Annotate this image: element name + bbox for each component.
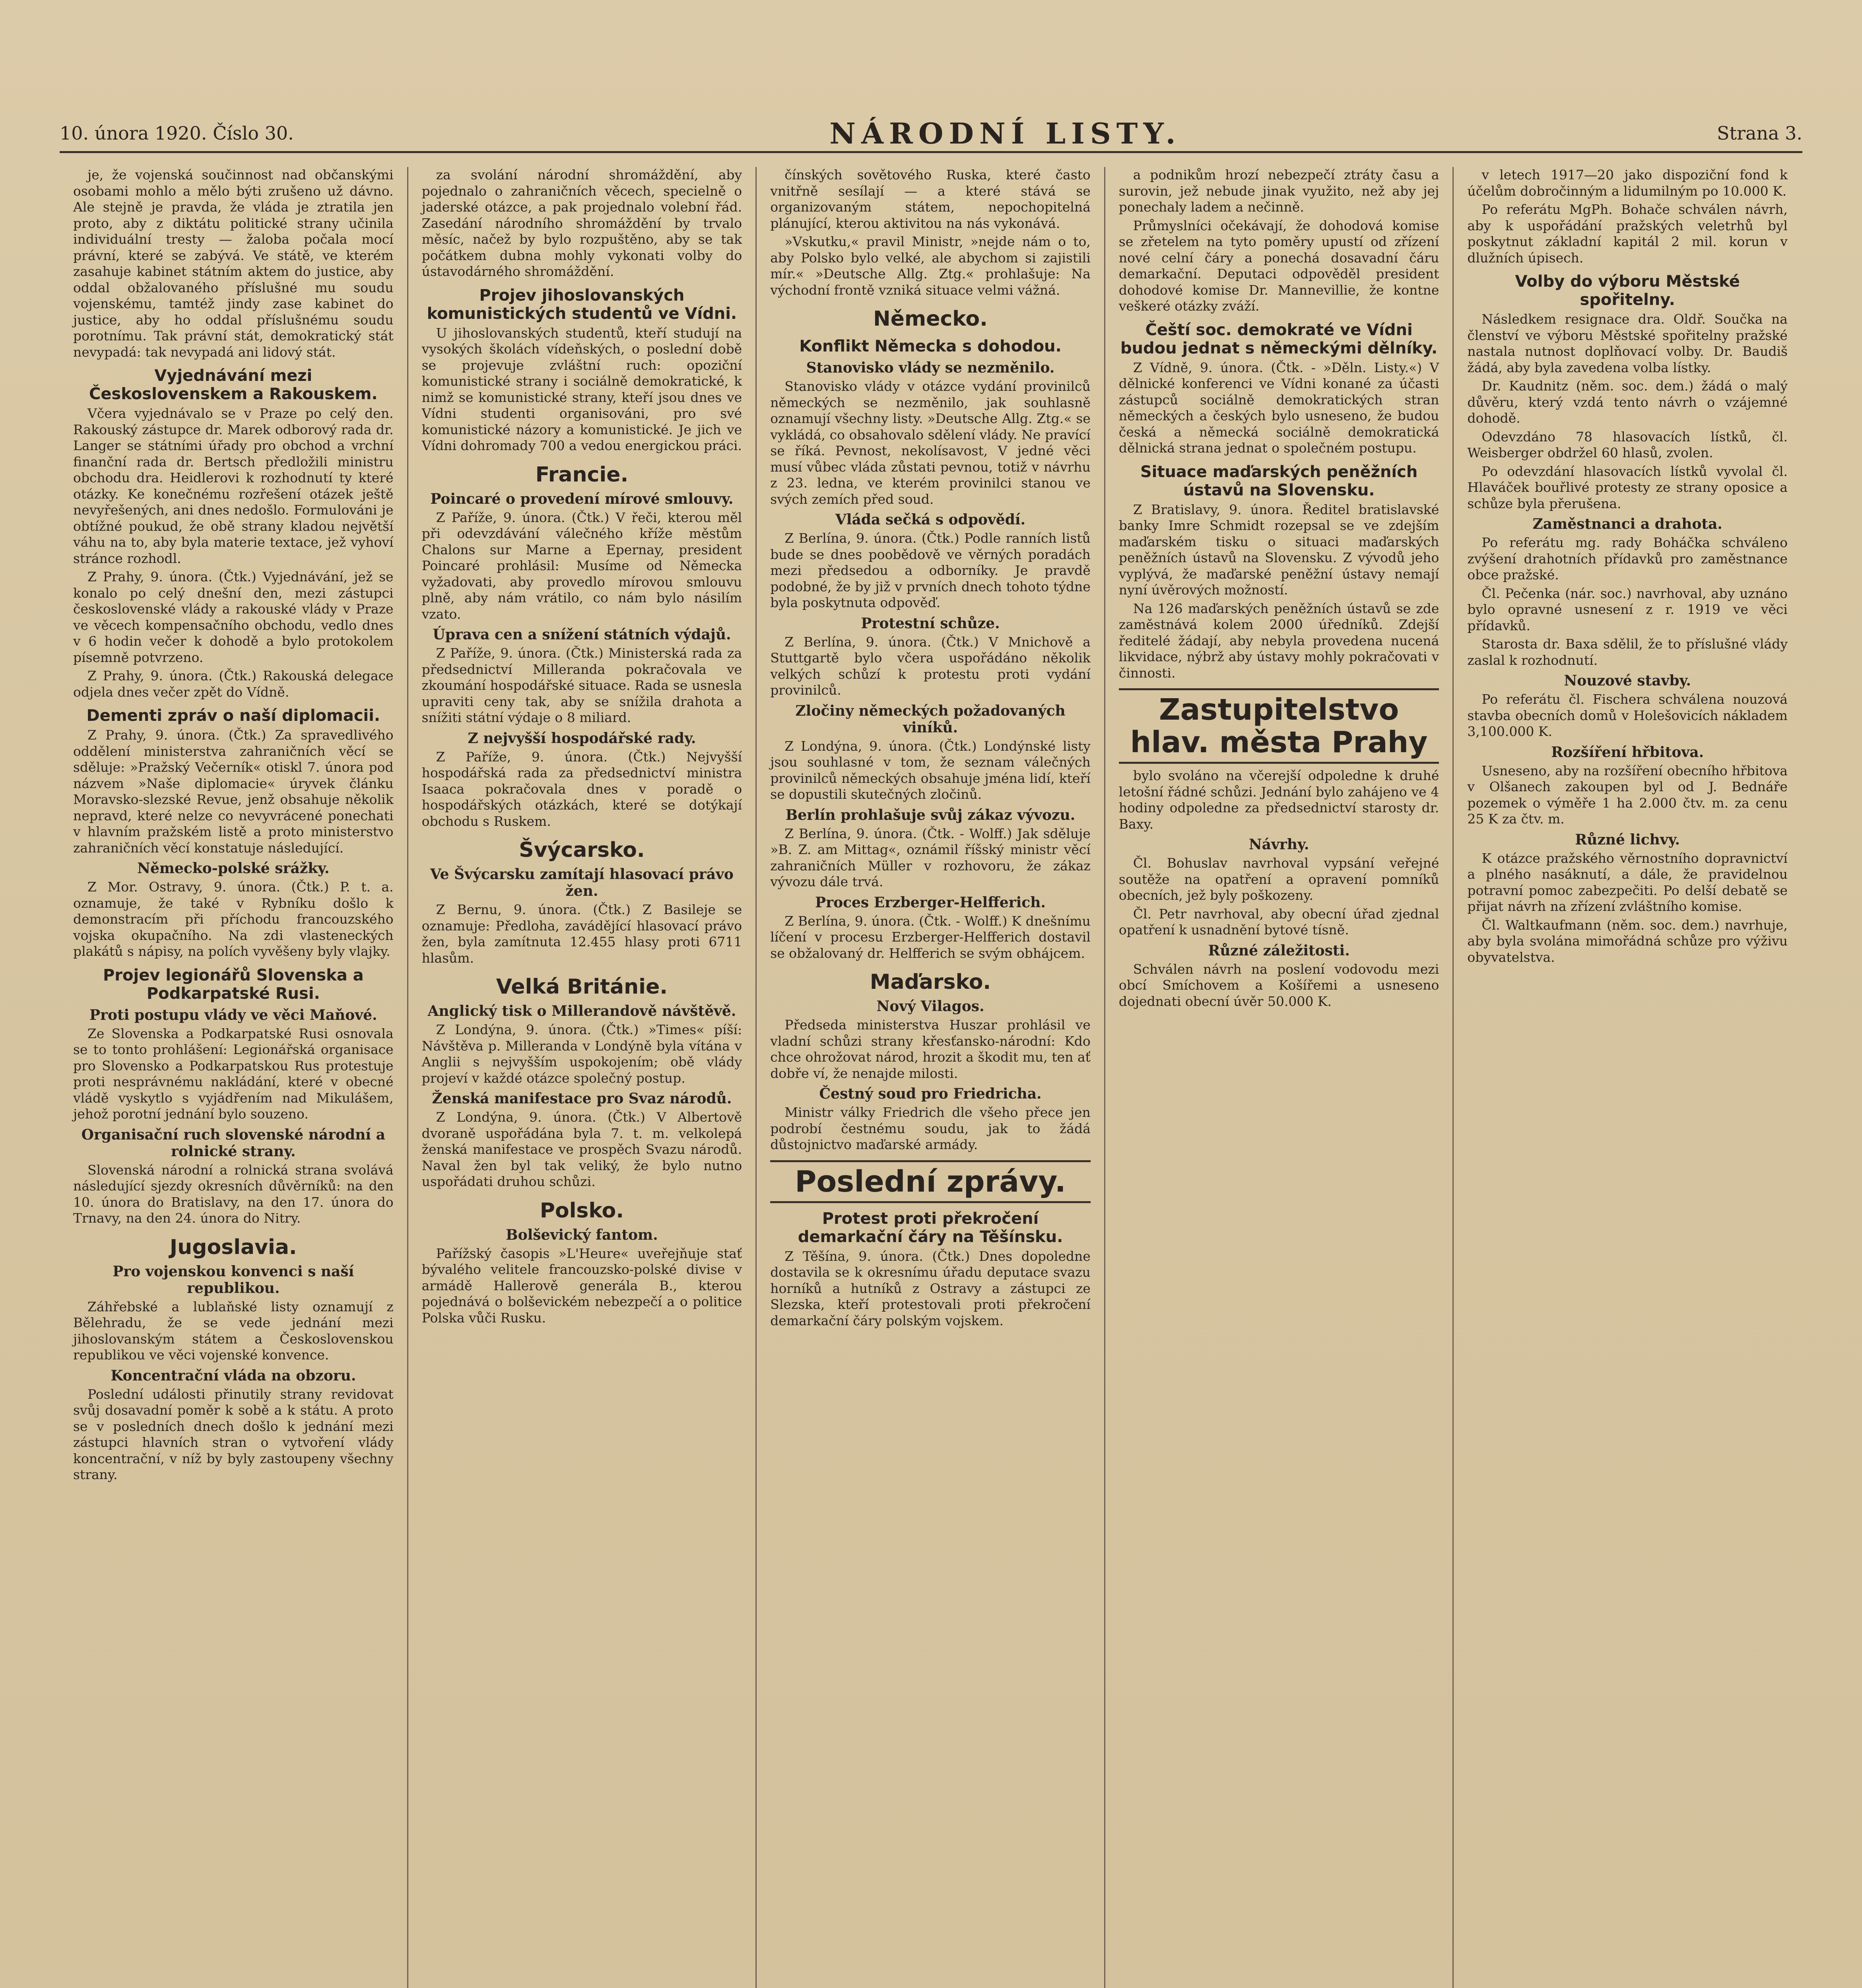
- paragraph: je, že vojenská součinnost nad občanskými osobami mohlo a mělo býti zrušeno už dávno. Ale stejně je pravda, že vláda je ztratila jen proto, aby z diktátu politické strany učinila individuální tresty — žaloba počala mocí právní, které se zabývá. Ve státě, ve kterém zasahuje kabinet státním aktem do justice, aby oddal obžalovaného příslušné mu soudu vojenskému, tamtéž jindy zase kabinet do justice, aby ho oddal příslušnému soudu porotnímu. Tak právní stát, demokratický stát nevypadá: tak nevypadá ani lidový stát.: [73, 167, 394, 360]
- section-title: Maďarsko.: [870, 970, 991, 994]
- running-header: [60, 115, 1802, 153]
- column-5: [1454, 167, 1801, 1988]
- paragraph: Stanovisko vlády v otázce vydání provinilců německých se nezměnilo, jak souhlasně oznamují všechny listy. »Deutsche Allg. Ztg.« se vykládá, co obsahovalo sdělení vlády. Ne pravící se říká. Pevnost, nekolísavost, V jedné věci musí vůbec vláda zůstati pevnou, totiž v návrhu z 23. ledna, ve kterém provinilci stanou ve svých zemích před soud.: [770, 379, 1091, 507]
- section-title: Švýcarsko.: [519, 838, 645, 862]
- paragraph: Z Berlína, 9. února. (Čtk. - Wolff.) Jak sděluje »B. Z. am Mittag«, oznámil říšský ministr věcí zahraničních Müller v rozhovoru, že zákaz vývozu dále trvá.: [770, 825, 1091, 889]
- subheadline: Berlín prohlašuje svůj zákaz vývozu.: [785, 806, 1076, 823]
- paragraph: čínských sovětového Ruska, které často vnitřně sesílají — a které stává se organizovaným státem, nepochopitelná plánující, kterou aktivitou na nás vykonává.: [770, 167, 1091, 231]
- masthead-title: NÁRODNÍ LISTY.: [829, 116, 1181, 150]
- paragraph: Usneseno, aby na rozšíření obecního hřbitova v Olšanech zakoupen byl od J. Bednáře pozemek o výměře 1 ha 2.000 čtv. m. za cenu 25 K za čtv. m.: [1467, 763, 1788, 827]
- issue-date: 10. února 1920. Číslo 30.: [60, 122, 294, 144]
- subheadline: Z nejvyšší hospodářské rady.: [468, 730, 696, 747]
- paragraph: Po odevzdání hlasovacích lístků vyvolal čl. Hlaváček bouřlivé protesty ze strany oposice a schůze byla přerušena.: [1467, 463, 1788, 511]
- paragraph: Z Vídně, 9. února. (Čtk. - »Děln. Listy.«) V dělnické konferenci ve Vídni konané za účasti zástupců sociálně demokratických stran německých a českých bylo usneseno, že budou česká a německá sociálně demokratická dělnická strana jednat o společném postupu.: [1118, 359, 1439, 456]
- paragraph: Z Prahy, 9. února. (Čtk.) Rakouská delegace odjela dnes večer zpět do Vídně.: [73, 668, 394, 700]
- headline: Konflikt Německa s dohodou.: [799, 337, 1062, 355]
- subheadline: Protestní schůze.: [861, 615, 1000, 632]
- paragraph: Dr. Kaudnitz (něm. soc. dem.) žádá o malý důvěru, který vzdá tento návrh o vzájemné dohodě.: [1467, 378, 1788, 426]
- paragraph: Z Londýna, 9. února. (Čtk.) V Albertově dvoraně uspořádána byla 7. t. m. velkolepá ženská manifestace ve prospěch Svazu národů. Naval žen byl tak veliký, že bylo nutno uspořádati druhou schůzi.: [421, 1109, 742, 1189]
- article-columns: [60, 167, 1801, 1988]
- paragraph: Z Berlína, 9. února. (Čtk.) V Mnichově a Stuttgartě bylo včera uspořádáno několik velkých schůzí k protestu proti vydání provinilců.: [770, 634, 1091, 698]
- paragraph: Z Prahy, 9. února. (Čtk.) Vyjednávání, jež se konalo po celý dnešní den, mezi zástupci československé vlády a rakouské vlády v Praze ve věcech kompensačního obchodu, vedlo dnes v 6 hodin večer k dohodě a bylo protokolem písemně potvrzeno.: [73, 569, 394, 665]
- section-title: Polsko.: [540, 1198, 624, 1223]
- paragraph: Na 126 maďarských peněžních ústavů se zde zaměstnává kolem 2000 úředníků. Zdejší ředitelé žádají, aby nebyla provedena nucená likvidace, nýbrž aby ústavy mohly pokračovati v činnosti.: [1118, 600, 1439, 681]
- section-title: Německo.: [873, 307, 988, 331]
- subheadline: Bolševický fantom.: [506, 1226, 658, 1243]
- paragraph: Čl. Pečenka (nár. soc.) navrhoval, aby uznáno bylo opravné usnesení z r. 1919 ve věci přídavků.: [1467, 585, 1788, 633]
- paragraph: Čl. Bohuslav navrhoval vypsání veřejné soutěže na opatření a opravení pomníků obecních, jež byly poškozeny.: [1118, 855, 1439, 903]
- subheadline: Ženská manifestace pro Svaz národů.: [432, 1090, 732, 1107]
- paragraph: Po referátu čl. Fischera schválena nouzová stavba obecních domů v Holešovicích nákladem 3,100.000 K.: [1467, 691, 1788, 739]
- subheadline: Nový Vilagos.: [876, 998, 984, 1015]
- subheadline: Různé záležitosti.: [1208, 942, 1350, 959]
- headline: Vyjednávání mezi Československem a Rakouskem.: [89, 367, 378, 403]
- paragraph: Průmyslníci očekávají, že dohodová komise se zřetelem na tyto poměry upustí od zřízení nové celní čáry a ponechá dosavadní čáru demarkační. Deputaci odpověděl president dohodové komise Dr. Mannevillie, že kontne veškeré otázky zváží.: [1118, 217, 1439, 314]
- paragraph: Z Berlína, 9. února. (Čtk. - Wolff.) K dnešnímu líčení v procesu Erzberger-Helfferich dostavil se obžalovaný dr. Helfferich se svým obhájcem.: [770, 913, 1091, 961]
- subheadline: Koncentrační vláda na obzoru.: [111, 1367, 356, 1384]
- section-title: Jugoslavia.: [169, 1235, 297, 1259]
- subheadline: Německo-polské srážky.: [137, 860, 330, 877]
- subheadline: Nouzové stavby.: [1564, 672, 1691, 689]
- headline: Projev jihoslovanských komunistických studentů ve Vídni.: [427, 286, 737, 323]
- column-4: [1105, 167, 1454, 1988]
- subheadline: Čestný soud pro Friedricha.: [819, 1085, 1042, 1102]
- paragraph: Záhřebské a lublaňské listy oznamují z Bělehradu, že se vede jednání mezi jihoslovanským státem a Československou republikou ve věci vojenské konvence.: [73, 1299, 394, 1363]
- subheadline: Úprava cen a snížení státních výdajů.: [433, 626, 731, 643]
- section-title: Francie.: [535, 462, 629, 487]
- subheadline: Zločiny německých požadovaných viníků.: [795, 702, 1066, 736]
- paragraph: Ze Slovenska a Podkarpatské Rusi osnovala se to tonto prohlášení: Legionářská organisace pro Slovensko a Podkarpatskou Rus protestuje proti nesprávnému nakládání, které v obecné vládě vyskytlo s vyjádřením nad Mikulášem, jehož porotní jednání bylo souzeno.: [73, 1025, 394, 1122]
- subheadline: Poincaré o provedení mírové smlouvy.: [430, 490, 734, 507]
- paragraph: Z Těšína, 9. února. (Čtk.) Dnes dopoledne dostavila se k okresnímu úřadu deputace svazu horníků a hutníků z Ostravy a zástupci ze Slezska, kteří protestovali proti překročení demarkační čáry polským vojskem.: [770, 1248, 1091, 1328]
- paragraph: Z Bernu, 9. února. (Čtk.) Z Basileje se oznamuje: Předloha, zavádějící hlasovací právo žen, byla zamítnuta 12.455 hlasy proti 6711 hlasům.: [421, 902, 742, 966]
- headline: Čeští soc. demokraté ve Vídni budou jednat s německými dělníky.: [1120, 320, 1438, 357]
- paragraph: Z Paříže, 9. února. (Čtk.) V řeči, kterou měl při odevzdávání válečného kříže městům Chalons sur Marne a Epernay, president Poincaré prohlásil: Musíme od Německa vyžadovati, aby provedlo mírovou smlouvu plně, aby nám vrátilo, co nám bylo násilím vzato.: [421, 509, 742, 622]
- column-1: [60, 167, 408, 1988]
- subheadline: Anglický tisk o Millerandově návštěvě.: [427, 1003, 736, 1019]
- paragraph: Z Bratislavy, 9. února. Ředitel bratislavské banky Imre Schmidt rozepsal se ve zdejším maďarském tisku o situaci maďarských peněžních ústavů na Slovensku. Z vývodů jeho vyplývá, že maďarské peněžní ústavy nemají nyní úvěrových možností.: [1118, 501, 1439, 598]
- paragraph: Z Paříže, 9. února. (Čtk.) Ministerská rada za předsednictví Milleranda pokračovala ve zkoumání hospodářské situace. Rada se usnesla upraviti ceny tak, aby se snížila drahota a snížiti státní výdaje o 8 miliard.: [421, 645, 742, 725]
- subheadline: Různé lichvy.: [1575, 831, 1680, 848]
- paragraph: Ministr války Friedrich dle všeho přece jen podrobí čestnému soudu, jak to žádá důstojnictvo maďarské armády.: [770, 1105, 1091, 1152]
- headline: Situace maďarských peněžních ústavů na Slovensku.: [1140, 462, 1418, 499]
- paragraph: Z Londýna, 9. února. (Čtk.) »Times« píší: Návštěva p. Milleranda v Londýně byla vítána v Anglii s nejvyšším uspokojením; obě vlády projeví v každé otázce společný postup.: [421, 1022, 742, 1086]
- paragraph: U jihoslovanských studentů, kteří studují na vysokých školách vídeňských, o poslední době se projevuje zvláštní ruch: opoziční komunistické strany i sociálně demokratické, k nimž se komunistické strany, kteří jsou dnes ve Vídni studenti organisováni, pro své komunistické názory a komunistické. Je jich ve Vídni dohromady 700 a vedou energickou práci.: [421, 325, 742, 453]
- subheadline: Stanovisko vlády se nezměnilo.: [806, 359, 1055, 376]
- city-council-banner: Zastupitelstvo hlav. města Prahy: [1119, 688, 1439, 764]
- subheadline: Proces Erzberger-Helfferich.: [815, 894, 1046, 911]
- paragraph: Včera vyjednávalo se v Praze po celý den. Rakouský zástupce dr. Marek odborový rada dr. Langer se státními úřady pro obchod a vrchní finanční rada dr. Bertsch předložili ministru obchodu dra. Heidlerovi k rozhodnutí ty které otázky. Ke konečnému rozřešení otázek ještě nevyřešených, ani dnes nedošlo. Formulováni je obtížné poukud, že obě strany kladou největší váhu na to, aby byla materie textace, jež vyhoví stránce rozhodl.: [73, 406, 394, 566]
- subheadline: Organisační ruch slovenské národní a rolnické strany.: [81, 1126, 385, 1160]
- headline: Projev legionářů Slovenska a Podkarpatské Rusi.: [103, 966, 364, 1003]
- column-2: [408, 167, 757, 1988]
- paragraph: »Vskutku,« pravil Ministr, »nejde nám o to, aby Polsko bylo velké, ale abychom si zajistili mír.« »Deutsche Allg. Ztg.« prohlašuje: Na východní frontě vzniká situace velmi vážná.: [770, 234, 1091, 298]
- paragraph: Předseda ministerstva Huszar prohlásil ve vladní schůzi strany křesťansko-národní: Kdo chce ohrožovat národ, hrozit a škodit mu, ten ať dobře ví, že nenajde milosti.: [770, 1017, 1091, 1081]
- headline: Protest proti překročení demarkační čáry na Těšínsku.: [798, 1209, 1063, 1246]
- paragraph: Z Londýna, 9. února. (Čtk.) Londýnské listy jsou souhlasné v tom, že seznam válečných provinilců německých obsahuje jména lidí, kteří se dopustili skutečných zločinů.: [770, 738, 1091, 802]
- headline: Volby do výboru Městské spořitelny.: [1515, 272, 1740, 309]
- paragraph: Pařížský časopis »L'Heure« uveřejňuje stať bývalého velitele francouzsko-polské divise v armádě Hallerově generála B., kterou pojednává o bolševickém nebezpečí a o politice Polska vůči Rusku.: [421, 1245, 742, 1326]
- paragraph: Slovenská národní a rolnická strana svolává následující sjezdy okresních důvěrníků: na den 10. února do Bratislavy, na den 17. února do Trnavy, na den 24. února do Nitry.: [73, 1162, 394, 1226]
- section-title: Velká Británie.: [496, 975, 668, 999]
- paragraph: Z Mor. Ostravy, 9. února. (Čtk.) P. t. a. oznamuje, že také v Rybníku došlo k demonstracím při příchodu francouzského vojska okupačního. Na zdi vlasteneckých plakátů s nápisy, na polích vyvěšeny byly vlajky.: [73, 879, 394, 959]
- subheadline: Zaměstnanci a drahota.: [1532, 516, 1722, 532]
- paragraph: Následkem resignace dra. Oldř. Součka na členství ve výboru Městské spořitelny pražské nastala nutnost doplňovací volby. Dr. Baudiš žádá, aby byla zavedena volba lístky.: [1467, 311, 1788, 375]
- paragraph: za svolání národní shromáždění, aby pojednalo o zahraničních věcech, specielně o jaderské otázce, a pak projednalo volební řád. Zasedání národního shromáždění by trvalo měsíc, načež by bylo rozpuštěno, aby se tak počátkem dubna mohly vykonati volby do ústavodárného shromáždění.: [421, 167, 742, 279]
- paragraph: bylo svoláno na včerejší odpoledne k druhé letošní řádné schůzi. Jednání bylo zahájeno ve 4 hodiny odpoledne za předsednictví starosty dr. Baxy.: [1118, 768, 1439, 832]
- paragraph: Čl. Waltkaufmann (něm. soc. dem.) navrhuje, aby byla svolána mimořádná schůze pro výživu obyvatelstva.: [1467, 917, 1788, 965]
- paragraph: Odevzdáno 78 hlasovacích lístků, čl. Weisberger obdržel 60 hlasů, zvolen.: [1467, 429, 1788, 460]
- paragraph: Po referátu mg. rady Boháčka schváleno zvýšení drahotních přídavků pro zaměstnance obce pražské.: [1467, 535, 1788, 582]
- subheadline: Pro vojenskou konvenci s naší republikou.: [113, 1263, 354, 1297]
- latest-news-banner: Poslední zprávy.: [770, 1160, 1091, 1203]
- paragraph: Starosta dr. Baxa sdělil, že to příslušné vlády zaslal k rozhodnutí.: [1467, 636, 1788, 668]
- paragraph: Z Berlína, 9. února. (Čtk.) Podle ranních listů bude se dnes poobědově ve věrných poradách mezi předsedou a odborníky. Je pravdě podobné, že by již v prvních dnech tohoto týdne byla poskytnuta odpověď.: [770, 530, 1091, 610]
- paragraph: Schválen návrh na poslení vodovodu mezi obcí Smíchovem a Košířemi a usneseno dojednati obecní úvěr 50.000 K.: [1118, 961, 1439, 1009]
- paragraph: Čl. Petr navrhoval, aby obecní úřad zjednal opatření k usnadnění bytové tísně.: [1118, 906, 1439, 938]
- subheadline: Návrhy.: [1248, 836, 1309, 853]
- subheadline: Rozšíření hřbitova.: [1551, 744, 1704, 761]
- subheadline: Proti postupu vlády ve věci Maňové.: [89, 1006, 377, 1023]
- subheadline: Vláda sečká s odpovědí.: [835, 511, 1026, 528]
- paragraph: K otázce pražského věrnostního dopravnictví a plného nasáknutí, a dále, že pravidelnou potravní pomoc zabezpečiti. Po delší debatě se přijat návrh na zřízení zvláštního komise.: [1467, 850, 1788, 914]
- paragraph: Po referátu MgPh. Bohače schválen návrh, aby k uspořádání pražských veletrhů byl poskytnut základní kapitál 2 mil. korun v dlužních úpisech.: [1467, 202, 1788, 266]
- paragraph: v letech 1917—20 jako dispoziční fond k účelům dobročinným a lidumilným po 10.000 K.: [1467, 167, 1788, 199]
- page-number: Strana 3.: [1717, 122, 1802, 144]
- paragraph: Z Prahy, 9. února. (Čtk.) Za spravedlivého oddělení ministerstva zahraničních věcí se sděluje: »Pražský Večerník« otiskl 7. února pod názvem »Naše diplomacie« úryvek článku Moravsko-slezské Revue, jenž obsahuje několik nepravd, které nelze co nevyvrácené ponechati v hlavním pražském listě a proto ministerstvo zahraničních věcí konstatuje následující.: [73, 727, 394, 856]
- paragraph: Poslední události přinutily strany revidovat svůj dosavadní poměr k sobě a k státu. A proto se v posledních dnech došlo k jednání mezi zástupci hlavních stran o vytvoření vlády koncentrační, v níž by byly zastoupeny všechny strany.: [73, 1386, 394, 1482]
- subheadline: Ve Švýcarsku zamítají hlasovací právo žen.: [430, 866, 734, 899]
- headline: Dementi zpráv o naší diplomacii.: [86, 707, 381, 725]
- paragraph: a podnikům hrozí nebezpečí ztráty času a surovin, jež nebude jinak využito, než aby jej ponechaly ladem a nečinně.: [1118, 167, 1439, 215]
- paragraph: Z Paříže, 9. února. (Čtk.) Nejvyšší hospodářská rada za předsednictví ministra Isaaca pokračovala dnes v poradě o hospodářských otázkách, které se dotýkají obchodu s Ruskem.: [421, 749, 742, 829]
- column-3: [757, 167, 1105, 1988]
